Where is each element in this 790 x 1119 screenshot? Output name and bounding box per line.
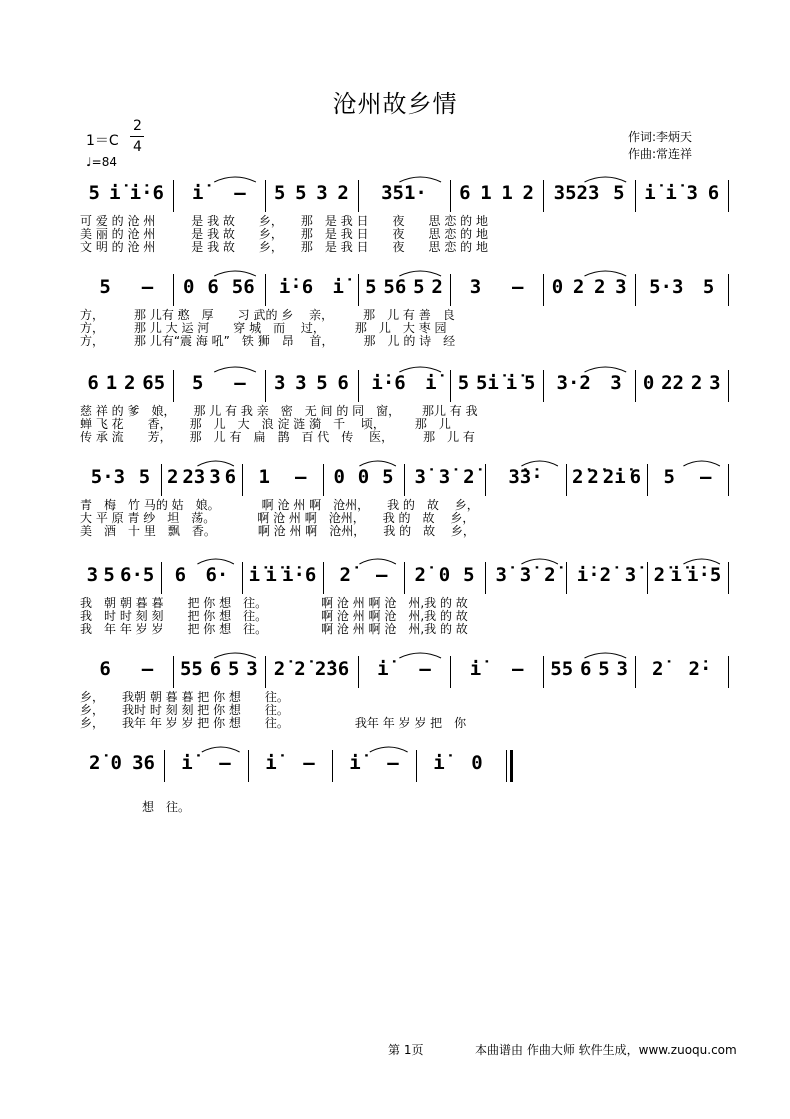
bar-line bbox=[450, 656, 451, 688]
lyric-text: 文 明 的 沧 州 是 我 故 乡， 那 是 我 日 夜 思 恋 的 地 bbox=[80, 240, 488, 254]
measure-line bbox=[80, 560, 728, 596]
note: 2̇ bbox=[587, 466, 599, 488]
measure bbox=[84, 272, 169, 308]
lyric-text: 慈 祥 的 爹 娘， 那 儿 有 我 亲 密 无 间 的 同 窗， 那儿 有 我 bbox=[80, 404, 478, 418]
bar-line bbox=[450, 274, 451, 306]
note: 6· bbox=[205, 564, 229, 586]
bar-line bbox=[265, 180, 266, 212]
note: 6 bbox=[707, 182, 720, 204]
note: 23 bbox=[182, 466, 206, 488]
bar-line bbox=[323, 562, 324, 594]
note: 5 bbox=[227, 658, 240, 680]
bar-line bbox=[173, 656, 174, 688]
measure bbox=[84, 748, 160, 784]
measure bbox=[84, 462, 157, 498]
measure bbox=[269, 178, 354, 214]
bar-line bbox=[635, 180, 636, 212]
note: 2̇36 bbox=[314, 658, 350, 680]
note: 3̇ bbox=[414, 466, 426, 488]
note: – bbox=[511, 276, 524, 298]
measure bbox=[177, 178, 262, 214]
note: 2 bbox=[166, 466, 179, 488]
note: 5 bbox=[191, 372, 204, 394]
note: i̇ bbox=[265, 564, 277, 586]
lyric-text: 蝉 飞 花 香， 那 儿 大 浪 淀 涟 漪 千 顷， 那 儿 bbox=[80, 417, 451, 431]
note: – bbox=[303, 752, 315, 774]
note: 2̇ bbox=[294, 658, 306, 680]
note: 56 bbox=[231, 276, 255, 298]
bar-line bbox=[164, 750, 165, 782]
measure-line bbox=[80, 462, 728, 498]
note: 22 bbox=[661, 372, 684, 394]
note: 2̇ bbox=[571, 466, 584, 488]
measure bbox=[489, 560, 562, 596]
measure-line bbox=[80, 368, 728, 404]
tempo-marking: ♩=84 bbox=[86, 155, 117, 169]
note: 5·3 bbox=[90, 466, 126, 488]
measure bbox=[651, 560, 724, 596]
note: i̇ bbox=[191, 182, 204, 204]
measure bbox=[570, 462, 643, 498]
note: – bbox=[141, 276, 154, 298]
lyric-text: 乡， 我年 年 岁 岁 把 你 想 往。 我年 年 岁 岁 把 你 bbox=[80, 716, 467, 730]
lyric-text: 美 酒 十 里 飘 香。 啊 沧 州 啊 沧州， 我 的 故 乡， bbox=[80, 524, 475, 538]
measure-line bbox=[80, 654, 728, 690]
bar-line bbox=[416, 750, 417, 782]
lyric-line bbox=[80, 334, 728, 349]
lyric-text: 我 年 年 岁 岁 把 你 想 往。 啊 沧 州 啊 沧 州,我 的 故 bbox=[80, 622, 468, 636]
bar-line bbox=[161, 562, 162, 594]
bar-line bbox=[265, 656, 266, 688]
note: i̇ bbox=[332, 276, 344, 298]
note: 3 bbox=[615, 276, 627, 298]
note: 3 bbox=[86, 564, 99, 586]
measure bbox=[570, 560, 643, 596]
lyric-line bbox=[80, 716, 728, 731]
lyric-text: 我 时 时 刻 刻 把 你 想 往。 啊 沧 州 啊 沧 州,我 的 故 bbox=[80, 609, 468, 623]
note: 5 bbox=[463, 564, 475, 586]
note: 6 bbox=[337, 372, 349, 394]
note: – bbox=[700, 466, 712, 488]
note: 2 bbox=[593, 276, 606, 298]
lyric-text: 可 爱 的 沧 州 是 我 故 乡， 那 是 我 日 夜 思 恋 的 地 bbox=[80, 214, 488, 228]
note: 1 bbox=[480, 182, 492, 204]
bar-line bbox=[635, 274, 636, 306]
note: 3̇ bbox=[624, 564, 637, 586]
measure bbox=[252, 748, 328, 784]
measure bbox=[269, 654, 354, 690]
note: 0 bbox=[551, 276, 564, 298]
measure bbox=[639, 272, 724, 308]
bar-line bbox=[404, 562, 405, 594]
note: 5 bbox=[273, 182, 286, 204]
measure bbox=[168, 748, 244, 784]
note: – bbox=[234, 372, 246, 394]
final-bar-thin bbox=[506, 750, 507, 782]
bar-line bbox=[173, 180, 174, 212]
measure bbox=[420, 748, 496, 784]
bar-line bbox=[635, 656, 636, 688]
note: 6 bbox=[209, 658, 222, 680]
measure bbox=[408, 462, 481, 498]
bar-line bbox=[566, 562, 567, 594]
note: 3̇3̇· bbox=[508, 466, 543, 488]
measure bbox=[639, 654, 724, 690]
measure bbox=[246, 462, 319, 498]
note: i̇ bbox=[469, 658, 482, 680]
bar-line bbox=[543, 370, 544, 402]
measure bbox=[84, 368, 169, 404]
measure bbox=[362, 178, 447, 214]
lyric-text: 方， 那 儿有“震 海 吼” 铁 狮 昂 首， 那 儿 的 诗 经 bbox=[80, 334, 456, 348]
note: 5 bbox=[138, 466, 151, 488]
measure-line bbox=[80, 748, 728, 784]
note: 3̇ bbox=[438, 466, 451, 488]
composer-credit: 作曲:常连祥 bbox=[628, 147, 693, 161]
note: 2̇ bbox=[544, 564, 556, 586]
time-signature-line bbox=[130, 136, 144, 137]
note: 3 bbox=[273, 372, 286, 394]
measure bbox=[362, 368, 447, 404]
note: 3̇ bbox=[495, 564, 507, 586]
lyric-line bbox=[80, 430, 728, 445]
measure bbox=[327, 462, 400, 498]
lyric-line bbox=[80, 240, 728, 255]
lyric-text: 方， 那 儿有 憨 厚 习 武的 乡 亲， 那 儿 有 善 良 bbox=[80, 308, 455, 322]
bar-line bbox=[543, 180, 544, 212]
note: 0 bbox=[642, 372, 655, 394]
measure bbox=[84, 560, 157, 596]
note: 2̇· bbox=[688, 658, 712, 680]
bar-line bbox=[358, 656, 359, 688]
measure bbox=[639, 178, 724, 214]
bar-line bbox=[450, 370, 451, 402]
note: 2̇ bbox=[414, 564, 426, 586]
note: 3·2 bbox=[556, 372, 591, 394]
note: 3 bbox=[209, 466, 221, 488]
measure bbox=[336, 748, 412, 784]
measure bbox=[651, 462, 724, 498]
note: 5 bbox=[365, 276, 377, 298]
note: 65 bbox=[142, 372, 166, 394]
measure bbox=[454, 654, 539, 690]
measure-line bbox=[80, 178, 728, 214]
note: 0 bbox=[471, 752, 483, 774]
bar-line bbox=[566, 464, 567, 496]
bar-line bbox=[404, 464, 405, 496]
bar-line bbox=[265, 274, 266, 306]
measure bbox=[454, 178, 539, 214]
note: 6 bbox=[174, 564, 187, 586]
note: i̇ bbox=[265, 752, 277, 774]
lyric-text: 美 丽 的 沧 州 是 我 故 乡， 那 是 我 日 夜 思 恋 的 地 bbox=[80, 227, 488, 241]
note: 6 bbox=[224, 466, 237, 488]
lyricist-credit: 作词:李炳天 bbox=[628, 130, 693, 144]
note: 0 bbox=[438, 564, 451, 586]
note: 2 bbox=[337, 182, 349, 204]
measure bbox=[269, 368, 354, 404]
note: i̇ bbox=[505, 372, 518, 394]
note: i̇·6 bbox=[129, 182, 164, 204]
bar-line bbox=[242, 464, 243, 496]
note: 6 bbox=[99, 658, 111, 680]
measure bbox=[547, 272, 632, 308]
key-signature: 1＝C bbox=[86, 133, 119, 149]
lyric-text: 传 承 流 芳， 那 儿 有 扁 鹊 百 代 传 医， 那 儿 有 bbox=[80, 430, 475, 444]
note: 2̇ bbox=[339, 564, 351, 586]
note: 5i̇ bbox=[475, 372, 499, 394]
note: 6 bbox=[87, 372, 99, 394]
measure bbox=[547, 178, 632, 214]
note: 55 bbox=[550, 658, 574, 680]
note: 6 bbox=[629, 466, 642, 488]
measure bbox=[269, 272, 354, 308]
note: i̇ bbox=[433, 752, 445, 774]
measure bbox=[177, 272, 262, 308]
note: 3 bbox=[316, 182, 328, 204]
note: i̇·2̇ bbox=[576, 564, 612, 586]
note: i̇ bbox=[349, 752, 361, 774]
note: 3 bbox=[709, 372, 721, 394]
note: 36 bbox=[132, 752, 155, 774]
note: i̇ bbox=[644, 182, 656, 204]
lyric-text: 想 往。 bbox=[142, 800, 191, 814]
bar-line bbox=[485, 562, 486, 594]
note: – bbox=[376, 564, 388, 586]
bar-line bbox=[485, 464, 486, 496]
measure bbox=[362, 272, 447, 308]
note: 0 bbox=[110, 752, 122, 774]
note: 2 bbox=[431, 276, 443, 298]
bar-line bbox=[543, 274, 544, 306]
note: 6 bbox=[579, 658, 592, 680]
measure bbox=[165, 462, 238, 498]
note: 6·5 bbox=[120, 564, 155, 586]
note: 56 bbox=[383, 276, 407, 298]
lyric-text: 乡， 我朝 朝 暮 暮 把 你 想 往。 bbox=[80, 690, 289, 704]
bar-line bbox=[161, 464, 162, 496]
note: 5 bbox=[413, 276, 425, 298]
note: 3 bbox=[686, 182, 698, 204]
note: – bbox=[234, 182, 246, 204]
time-signature-top: 2 bbox=[133, 118, 142, 134]
bar-line bbox=[647, 562, 648, 594]
note: 0 bbox=[183, 276, 195, 298]
note: 2̇i̇ bbox=[602, 466, 626, 488]
final-bar-thick bbox=[510, 750, 513, 782]
note: 5 bbox=[457, 372, 470, 394]
measure bbox=[362, 654, 447, 690]
bar-line bbox=[242, 562, 243, 594]
score-title: 沧州故乡情 bbox=[332, 90, 458, 118]
lyric-text: 乡， 我时 时 刻 刻 把 你 想 往。 bbox=[80, 703, 289, 717]
bar-line bbox=[332, 750, 333, 782]
note: 3̇ bbox=[519, 564, 532, 586]
measure-line bbox=[80, 272, 728, 308]
note: 6 bbox=[207, 276, 219, 298]
lyric-line bbox=[80, 524, 728, 539]
bar-line bbox=[635, 370, 636, 402]
note: i̇ bbox=[377, 658, 389, 680]
page-number: 第 1页 bbox=[388, 1043, 424, 1057]
note: 5 bbox=[382, 466, 394, 488]
bar-line bbox=[647, 464, 648, 496]
time-signature-bottom: 4 bbox=[133, 139, 142, 155]
note: 0 bbox=[357, 466, 370, 488]
note: 2̇ bbox=[273, 658, 286, 680]
measure bbox=[165, 560, 238, 596]
lyric-text: 大 平 原 青 纱 坦 荡。 啊 沧 州 啊 沧州， 我 的 故 乡， bbox=[80, 511, 475, 525]
bar-line bbox=[248, 750, 249, 782]
bar-line bbox=[358, 274, 359, 306]
lyric-text: 方， 那 儿 大 运 河 穿 城 而 过， 那 儿 大 枣 园 bbox=[80, 321, 447, 335]
bar-line bbox=[358, 370, 359, 402]
note: 5·3 bbox=[649, 276, 684, 298]
measure bbox=[327, 560, 400, 596]
measure bbox=[454, 272, 539, 308]
bar-line bbox=[173, 370, 174, 402]
note: 6 bbox=[459, 182, 471, 204]
note: 1 bbox=[105, 372, 118, 394]
note: 5 bbox=[702, 276, 715, 298]
note: 5 bbox=[663, 466, 675, 488]
note: 5 bbox=[99, 276, 111, 298]
bar-line bbox=[728, 562, 729, 594]
measure bbox=[454, 368, 539, 404]
note: 2̇ bbox=[89, 752, 101, 774]
bar-line bbox=[728, 656, 729, 688]
bar-line bbox=[728, 274, 729, 306]
note: 3 bbox=[469, 276, 482, 298]
note: – bbox=[387, 752, 399, 774]
lyric-line bbox=[80, 622, 728, 637]
note: i̇·6 bbox=[371, 372, 406, 394]
bar-line bbox=[323, 464, 324, 496]
note: 1 bbox=[258, 466, 270, 488]
note: 5 bbox=[316, 372, 328, 394]
bar-line bbox=[728, 180, 729, 212]
note: 2 bbox=[690, 372, 703, 394]
note: 3 bbox=[616, 658, 628, 680]
note: 5 bbox=[613, 182, 625, 204]
note: 2̇ bbox=[651, 658, 664, 680]
note: i̇ bbox=[109, 182, 121, 204]
note: 3 bbox=[295, 372, 307, 394]
note: 2̇ bbox=[463, 466, 475, 488]
measure bbox=[639, 368, 724, 404]
measure bbox=[489, 462, 562, 498]
note: 5 bbox=[523, 372, 536, 394]
note: 55 bbox=[179, 658, 203, 680]
note: 0 bbox=[333, 466, 345, 488]
lyric-line bbox=[142, 800, 728, 815]
measure bbox=[246, 560, 319, 596]
note: – bbox=[295, 466, 307, 488]
lyric-text: 我 朝 朝 暮 暮 把 你 想 往。 啊 沧 州 啊 沧 州,我 的 故 bbox=[80, 596, 468, 610]
note: 3523 bbox=[553, 182, 600, 204]
bar-line bbox=[173, 274, 174, 306]
note: i̇ bbox=[181, 752, 193, 774]
note: i̇·6 bbox=[278, 276, 314, 298]
bar-line bbox=[543, 656, 544, 688]
note: 2 bbox=[572, 276, 585, 298]
note: – bbox=[511, 658, 524, 680]
note: i̇ bbox=[670, 564, 682, 586]
note: i̇·6 bbox=[282, 564, 317, 586]
note: – bbox=[419, 658, 431, 680]
note: 2 bbox=[123, 372, 136, 394]
note: 2̇ bbox=[653, 564, 666, 586]
note: 3 bbox=[610, 372, 622, 394]
bar-line bbox=[728, 464, 729, 496]
bar-line bbox=[265, 370, 266, 402]
measure bbox=[177, 368, 262, 404]
measure bbox=[547, 654, 632, 690]
note: 5 bbox=[103, 564, 115, 586]
note: 2 bbox=[522, 182, 534, 204]
note: i̇ bbox=[248, 564, 261, 586]
note: i̇ bbox=[665, 182, 677, 204]
measure bbox=[177, 654, 262, 690]
lyric-text: 青 梅 竹 马的 姑 娘。 啊 沧 州 啊 沧州， 我 的 故 乡， bbox=[80, 498, 479, 512]
note: 351· bbox=[381, 182, 427, 204]
note: – bbox=[219, 752, 231, 774]
note: 1 bbox=[501, 182, 513, 204]
measure bbox=[547, 368, 632, 404]
note: 5 bbox=[88, 182, 100, 204]
note: i̇·5 bbox=[687, 564, 722, 586]
note: 5 bbox=[295, 182, 307, 204]
note: – bbox=[141, 658, 154, 680]
bar-line bbox=[450, 180, 451, 212]
bar-line bbox=[358, 180, 359, 212]
note: 5 bbox=[598, 658, 610, 680]
note: i̇ bbox=[425, 372, 437, 394]
measure bbox=[408, 560, 481, 596]
measure bbox=[84, 654, 169, 690]
generator-credit: 本曲谱由 作曲大师 软件生成，www.zuoqu.com bbox=[475, 1043, 737, 1057]
measure bbox=[84, 178, 169, 214]
note: 3 bbox=[246, 658, 258, 680]
bar-line bbox=[728, 370, 729, 402]
